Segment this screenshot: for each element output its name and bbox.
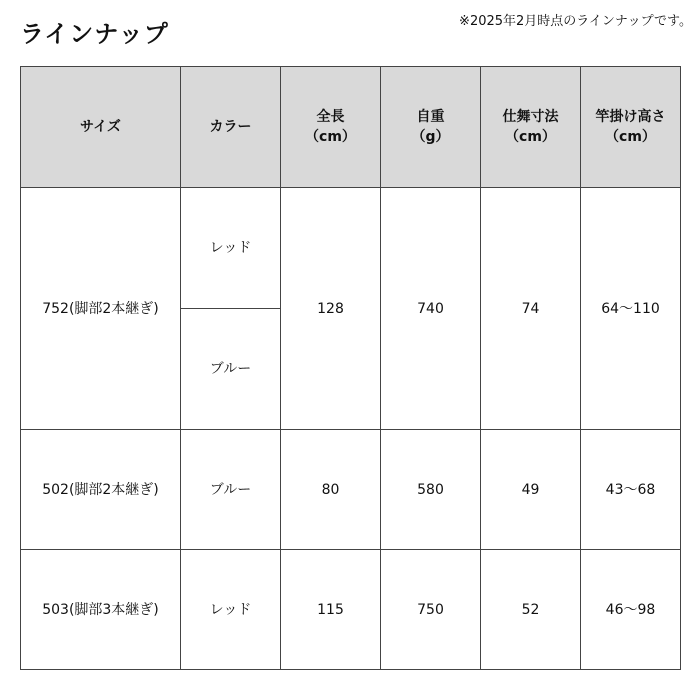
weight-cell: 750 bbox=[381, 550, 481, 670]
color-cell: レッド bbox=[181, 550, 281, 670]
rod-height-cell: 43～68 bbox=[581, 430, 681, 550]
header-length bbox=[281, 67, 381, 188]
length-cell: 128 bbox=[281, 188, 381, 430]
color-cell: レッド bbox=[181, 188, 281, 309]
header-color-label: カラー bbox=[209, 119, 252, 135]
folded-length-cell: 74 bbox=[481, 188, 581, 430]
header-weight bbox=[381, 67, 481, 188]
header-weight-unit: （g） bbox=[411, 129, 450, 145]
weight-cell: 580 bbox=[381, 430, 481, 550]
header-rod-height bbox=[581, 67, 681, 188]
header-weight-label: 自重 bbox=[416, 109, 445, 125]
table-row bbox=[21, 188, 681, 309]
table-row bbox=[21, 430, 681, 550]
header-folded-length bbox=[481, 67, 581, 188]
header-size-label: サイズ bbox=[80, 119, 121, 135]
header-folded-label: 仕舞寸法 bbox=[502, 109, 559, 125]
folded-length-cell: 49 bbox=[481, 430, 581, 550]
color-cell: ブルー bbox=[181, 309, 281, 430]
header-row bbox=[21, 67, 681, 188]
size-cell: 503(脚部3本継ぎ) bbox=[21, 550, 181, 670]
table-row bbox=[21, 550, 681, 670]
header-folded-unit: （cm） bbox=[505, 129, 556, 145]
lineup-table bbox=[20, 66, 681, 670]
page-title: ラインナップ bbox=[20, 20, 169, 48]
color-cell: ブルー bbox=[181, 430, 281, 550]
header-length-label: 全長 bbox=[316, 109, 345, 125]
rod-height-cell: 64～110 bbox=[581, 188, 681, 430]
size-cell: 752(脚部2本継ぎ) bbox=[21, 188, 181, 430]
folded-length-cell: 52 bbox=[481, 550, 581, 670]
weight-cell: 740 bbox=[381, 188, 481, 430]
availability-note: ※2025年2月時点のラインナップです。 bbox=[459, 14, 692, 29]
header-length-unit: （cm） bbox=[305, 129, 356, 145]
length-cell: 115 bbox=[281, 550, 381, 670]
size-cell: 502(脚部2本継ぎ) bbox=[21, 430, 181, 550]
header-size bbox=[21, 67, 181, 188]
length-cell: 80 bbox=[281, 430, 381, 550]
rod-height-cell: 46～98 bbox=[581, 550, 681, 670]
header-height-label: 竿掛け高さ bbox=[595, 109, 666, 125]
header-height-unit: （cm） bbox=[605, 129, 656, 145]
header-color bbox=[181, 67, 281, 188]
